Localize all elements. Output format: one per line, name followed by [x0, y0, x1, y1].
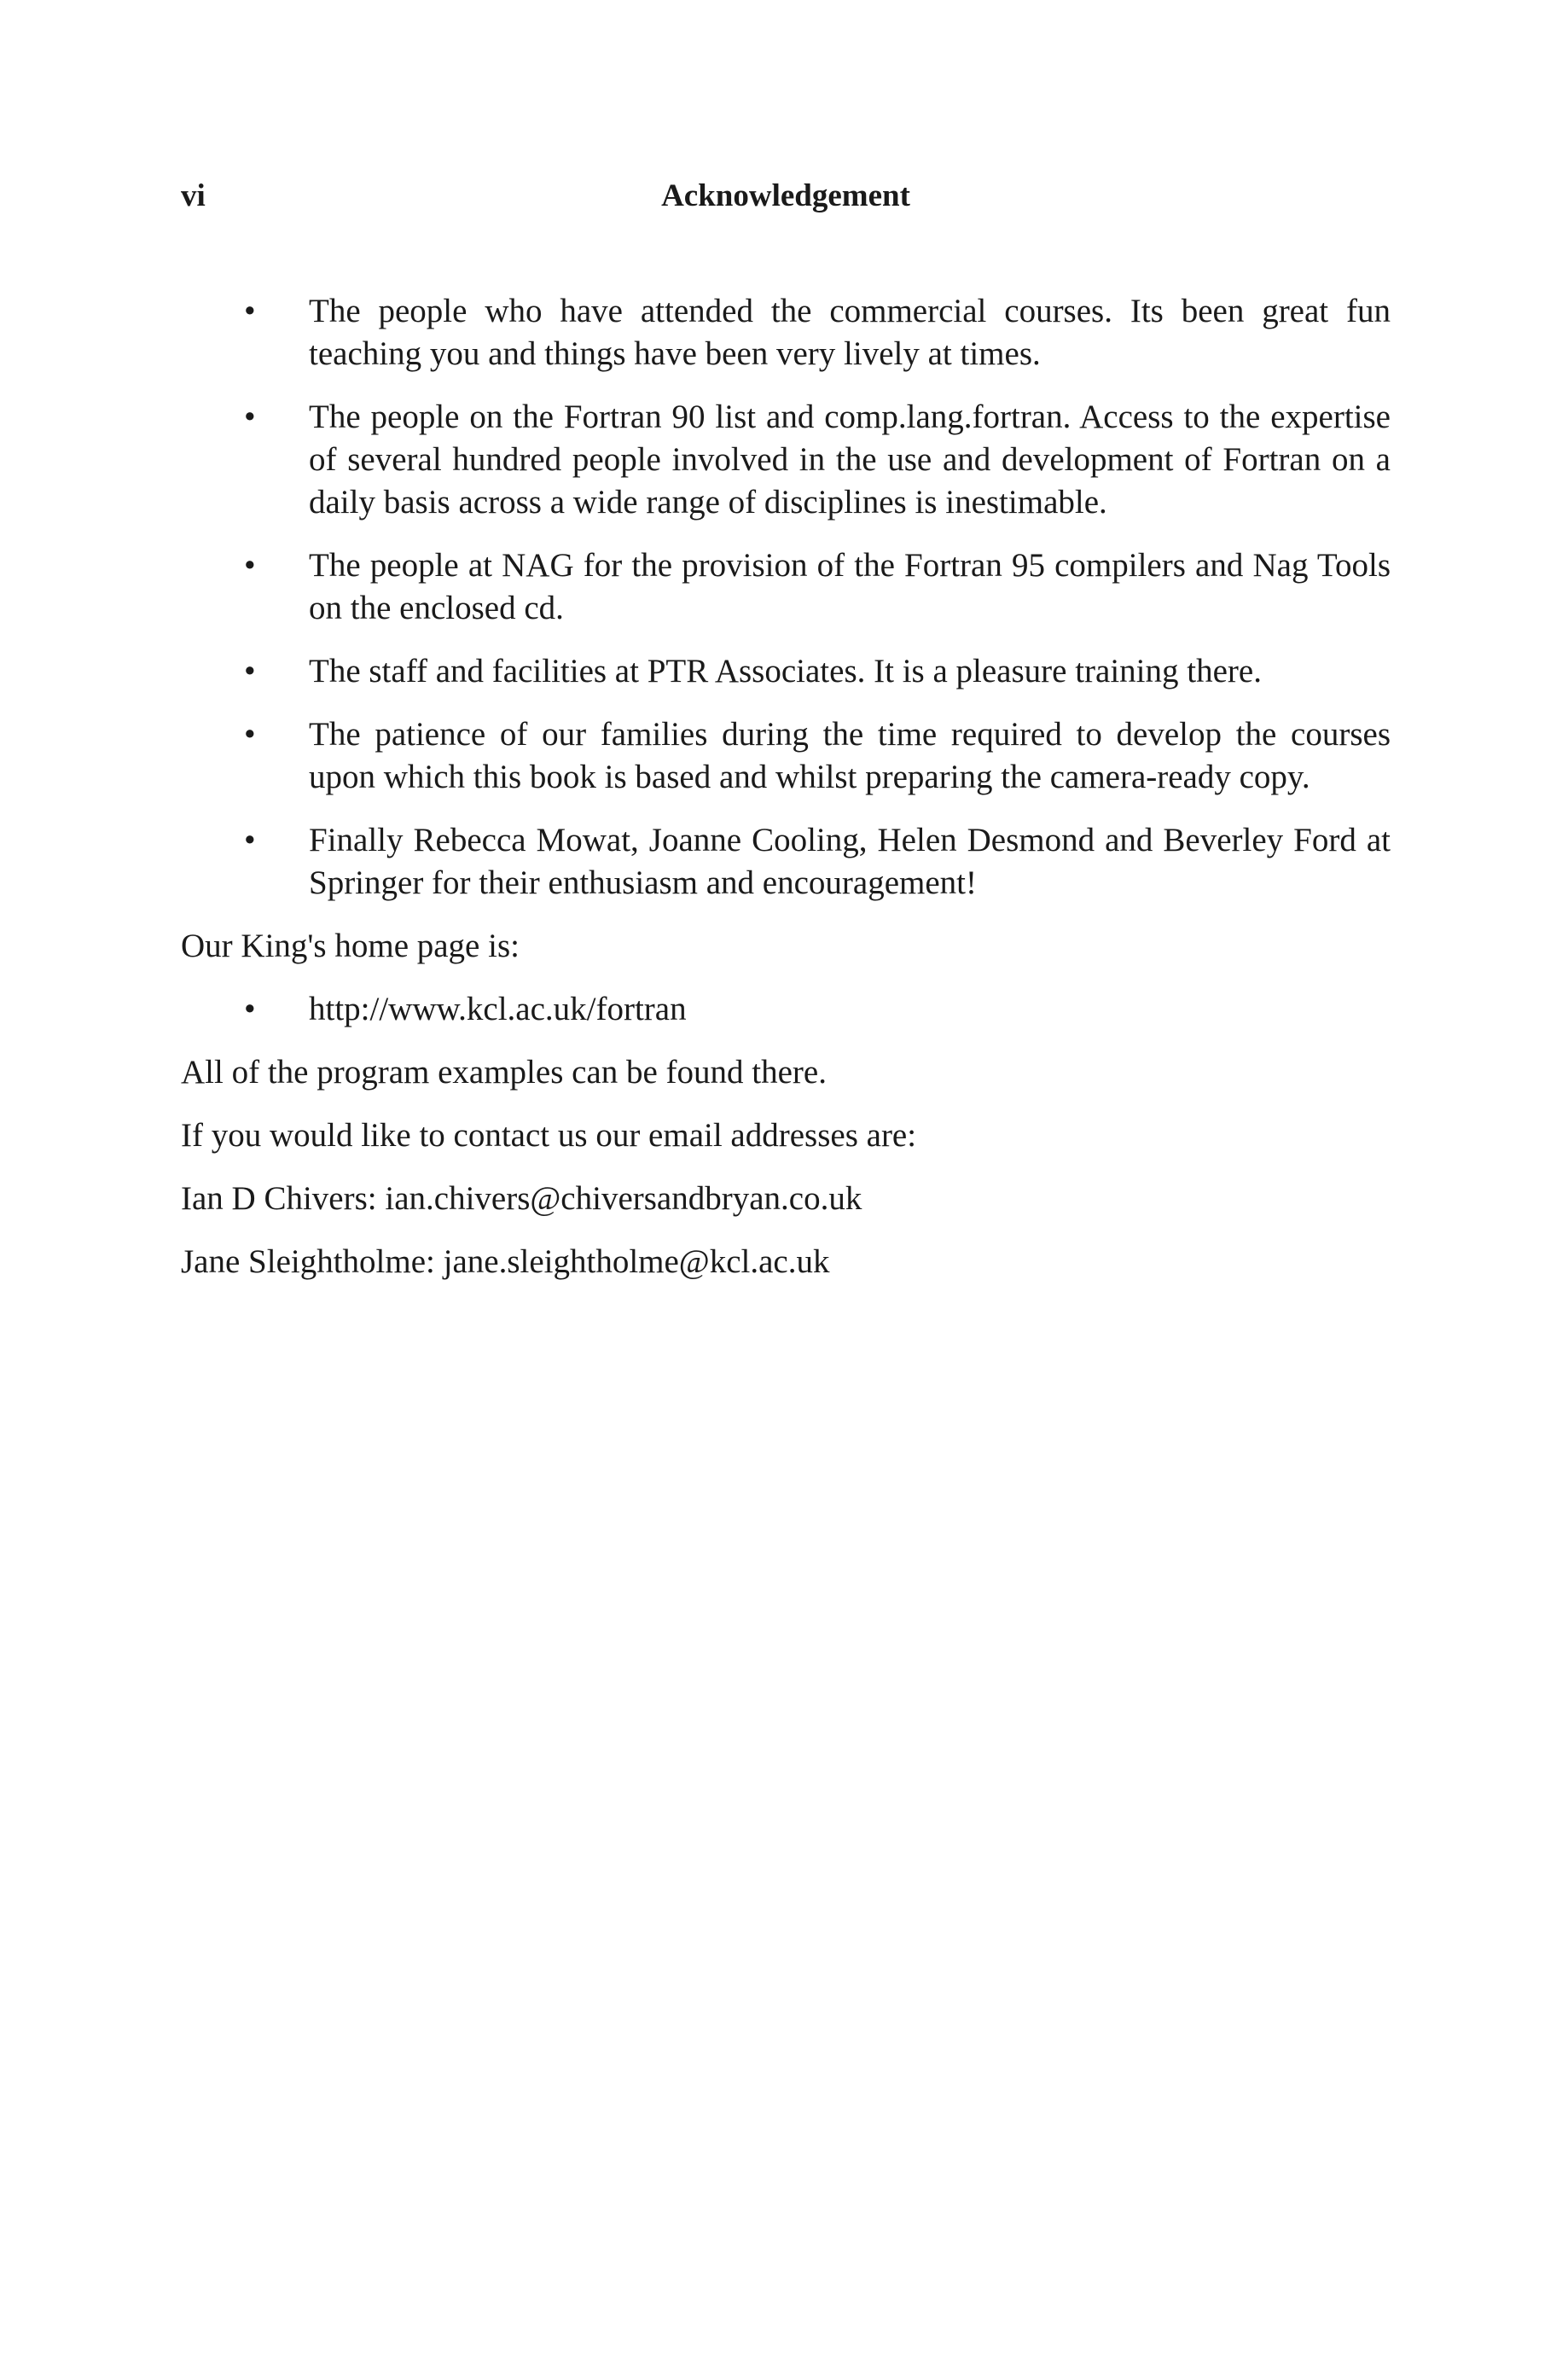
examples-note: All of the program examples can be found there. [181, 1054, 827, 1091]
list-item-text: Finally Rebecca Mowat, Joanne Cooling, Helen Desmond and Beverley Ford at Springer for their enthusiasm and encouragement! [309, 822, 1391, 901]
bullet-icon: • [244, 547, 256, 584]
running-title: Acknowledgement [661, 178, 910, 213]
bullet-icon: • [244, 399, 256, 435]
home-page-url: http://www.kcl.ac.uk/fortran [309, 991, 687, 1027]
list-item-text: The people who have attended the commercial courses. Its been great fun teaching you and things have been very lively at times. [309, 293, 1391, 372]
contact-intro: If you would like to contact us our email addresses are: [181, 1117, 917, 1154]
list-item [181, 290, 1391, 375]
home-page-intro: Our King's home page is: [181, 928, 520, 964]
list-item [181, 819, 1391, 905]
list-item-text: The staff and facilities at PTR Associates. It is a pleasure training there. [309, 653, 1262, 689]
list-item-text: The people on the Fortran 90 list and comp.lang.fortran. Access to the expertise of several hundred people involved in the use and development of Fortran on a daily basis across a wide range of disciplines is inestimable. [309, 399, 1391, 521]
page-number: vi [181, 178, 206, 213]
bullet-icon: • [244, 822, 256, 858]
list-item [181, 544, 1391, 630]
page-body [181, 290, 1391, 1304]
list-item [181, 396, 1391, 524]
contact-line: Ian D Chivers: ian.chivers@chiversandbryan.co.uk [181, 1180, 862, 1217]
contact-line: Jane Sleightholme: jane.sleightholme@kcl.ac.uk [181, 1243, 830, 1280]
list-item [181, 988, 1391, 1031]
list-item [181, 650, 1391, 693]
bullet-icon: • [244, 716, 256, 753]
bullet-icon: • [244, 293, 256, 329]
list-item [181, 713, 1391, 799]
bullet-icon: • [244, 991, 256, 1027]
running-head [181, 177, 1391, 229]
home-page-list [181, 988, 1391, 1031]
list-item-text: The patience of our families during the time required to develop the courses upon which this book is based and whilst preparing the camera-ready copy. [309, 716, 1391, 795]
list-item-text: The people at NAG for the provision of the Fortran 95 compilers and Nag Tools on the enclosed cd. [309, 547, 1391, 626]
bullet-icon: • [244, 653, 256, 689]
acknowledgement-list [181, 290, 1391, 905]
